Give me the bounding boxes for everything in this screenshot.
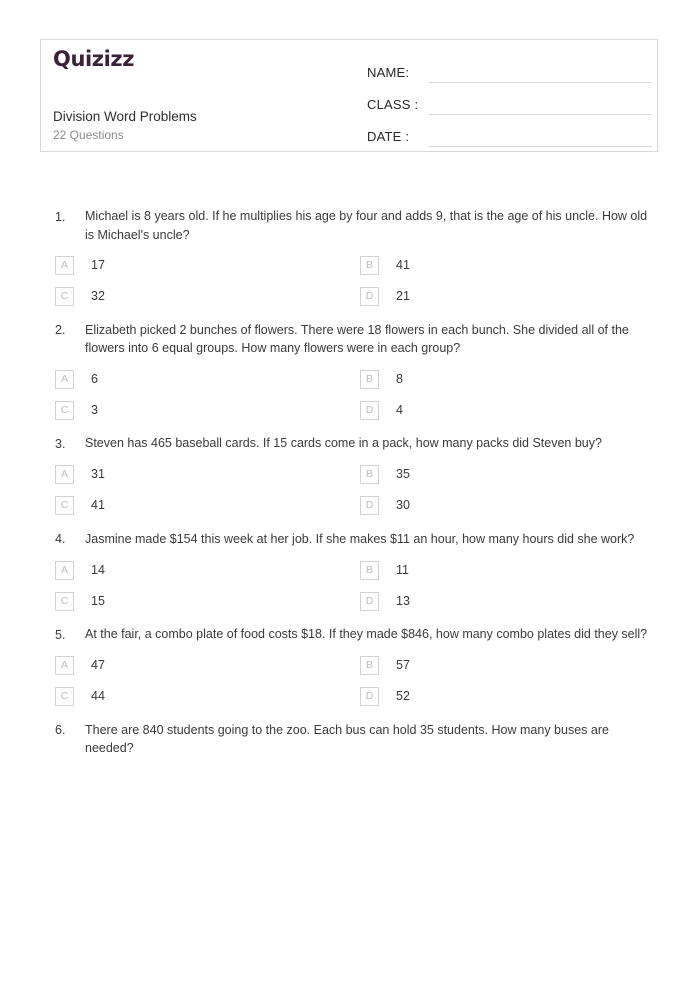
class-input[interactable] <box>429 95 652 115</box>
question-number: 5. <box>55 627 66 642</box>
option-text: 6 <box>91 371 98 386</box>
question-head <box>55 321 672 358</box>
option-text: 17 <box>91 258 105 273</box>
answer-option-c[interactable] <box>55 592 360 611</box>
question-number: 4. <box>55 532 66 546</box>
answer-options <box>55 465 672 515</box>
option-text: 15 <box>91 593 105 608</box>
answer-options <box>55 370 672 420</box>
answer-option-a[interactable] <box>55 656 360 675</box>
option-text: 11 <box>396 562 409 577</box>
option-letter-box: D <box>360 287 379 306</box>
question-text: At the fair, a combo plate of food costs $18. If they made $846, how many combo plates did they sell? <box>85 627 648 641</box>
question-text: Elizabeth picked 2 bunches of flowers. There were 18 flowers in each bunch. She divided all of the flowers into 6 equal groups. How many flowers were in each group? <box>85 322 629 355</box>
option-letter-box: B <box>360 561 379 580</box>
date-input[interactable] <box>429 127 652 147</box>
question-head <box>55 434 672 453</box>
answer-option-a[interactable] <box>55 561 360 580</box>
answer-option-c[interactable] <box>55 687 360 706</box>
option-letter-box: D <box>360 401 379 420</box>
option-text: 52 <box>396 689 410 704</box>
option-text: 41 <box>91 498 105 513</box>
answer-option-a[interactable] <box>55 256 360 275</box>
question-text: Michael is 8 years old. If he multiplies his age by four and adds 9, that is the age of his uncle. How old is Michael's uncle? <box>85 209 648 242</box>
option-text: 31 <box>91 467 105 482</box>
option-text: 4 <box>396 402 403 417</box>
option-text: 35 <box>396 467 410 482</box>
answer-options <box>55 256 672 306</box>
questions-list <box>0 207 700 772</box>
option-letter-box: B <box>360 256 379 275</box>
class-field-row <box>367 88 652 115</box>
date-field-row <box>367 120 652 147</box>
option-text: 41 <box>396 258 410 273</box>
page-title: Division Word Problems <box>53 109 197 124</box>
name-field-row <box>367 56 652 83</box>
name-field-label: NAME: <box>367 65 410 80</box>
answer-option-b[interactable] <box>360 561 665 580</box>
option-letter-box: D <box>360 592 379 611</box>
date-field-label: DATE : <box>367 129 410 144</box>
question-block <box>0 625 700 706</box>
answer-option-c[interactable] <box>55 287 360 306</box>
option-text: 21 <box>396 289 410 304</box>
question-block <box>0 207 700 306</box>
question-count-label: 22 Questions <box>53 128 124 143</box>
option-text: 3 <box>91 402 98 417</box>
option-text: 57 <box>396 658 410 673</box>
class-field-label: CLASS : <box>367 97 419 112</box>
question-block <box>0 321 700 420</box>
option-letter-box: D <box>360 496 379 515</box>
option-letter-box: C <box>55 496 74 515</box>
question-number: 6. <box>55 723 66 737</box>
question-number: 3. <box>55 436 66 451</box>
answer-options <box>55 561 672 611</box>
worksheet-header-card <box>40 39 658 152</box>
answer-option-b[interactable] <box>360 256 665 275</box>
option-text: 47 <box>91 658 105 673</box>
option-letter-box: C <box>55 287 74 306</box>
answer-option-d[interactable] <box>360 592 665 611</box>
answer-option-d[interactable] <box>360 496 665 515</box>
question-head <box>55 721 672 758</box>
answer-option-b[interactable] <box>360 656 665 675</box>
option-letter-box: B <box>360 370 379 389</box>
answer-option-a[interactable] <box>55 465 360 484</box>
option-text: 30 <box>396 498 410 513</box>
option-text: 13 <box>396 593 410 608</box>
answer-option-b[interactable] <box>360 370 665 389</box>
option-text: 14 <box>91 562 105 577</box>
answer-option-b[interactable] <box>360 465 665 484</box>
answer-option-c[interactable] <box>55 496 360 515</box>
option-letter-box: A <box>55 465 74 484</box>
option-letter-box: D <box>360 687 379 706</box>
question-head <box>55 625 672 644</box>
option-letter-box: A <box>55 256 74 275</box>
header-left-column <box>53 49 353 143</box>
option-letter-box: B <box>360 656 379 675</box>
option-letter-box: A <box>55 370 74 389</box>
option-text: 44 <box>91 689 105 704</box>
option-text: 32 <box>91 289 105 304</box>
quizizz-logo: Quizizz <box>53 47 135 71</box>
answer-options <box>55 656 672 706</box>
question-block <box>0 434 700 515</box>
answer-option-d[interactable] <box>360 401 665 420</box>
question-text: Jasmine made $154 this week at her job. If she makes $11 an hour, how many hours did she work? <box>85 531 635 546</box>
option-letter-box: C <box>55 401 74 420</box>
answer-option-c[interactable] <box>55 401 360 420</box>
answer-option-d[interactable] <box>360 287 665 306</box>
option-letter-box: A <box>55 561 74 580</box>
question-text: There are 840 students going to the zoo. Each bus can hold 35 students. How many buses are needed? <box>85 722 609 755</box>
question-text: Steven has 465 baseball cards. If 15 cards come in a pack, how many packs did Steven buy? <box>85 436 602 450</box>
question-number: 1. <box>55 209 66 224</box>
question-head <box>55 530 672 549</box>
option-letter-box: C <box>55 687 74 706</box>
answer-option-a[interactable] <box>55 370 360 389</box>
name-input[interactable] <box>429 63 652 83</box>
option-letter-box: C <box>55 592 74 611</box>
question-head <box>55 207 672 244</box>
question-block <box>0 530 700 611</box>
question-number: 2. <box>55 323 66 337</box>
answer-option-d[interactable] <box>360 687 665 706</box>
option-text: 8 <box>396 371 403 386</box>
question-block <box>0 721 700 758</box>
student-info-fields <box>367 56 652 152</box>
option-letter-box: A <box>55 656 74 675</box>
option-letter-box: B <box>360 465 379 484</box>
